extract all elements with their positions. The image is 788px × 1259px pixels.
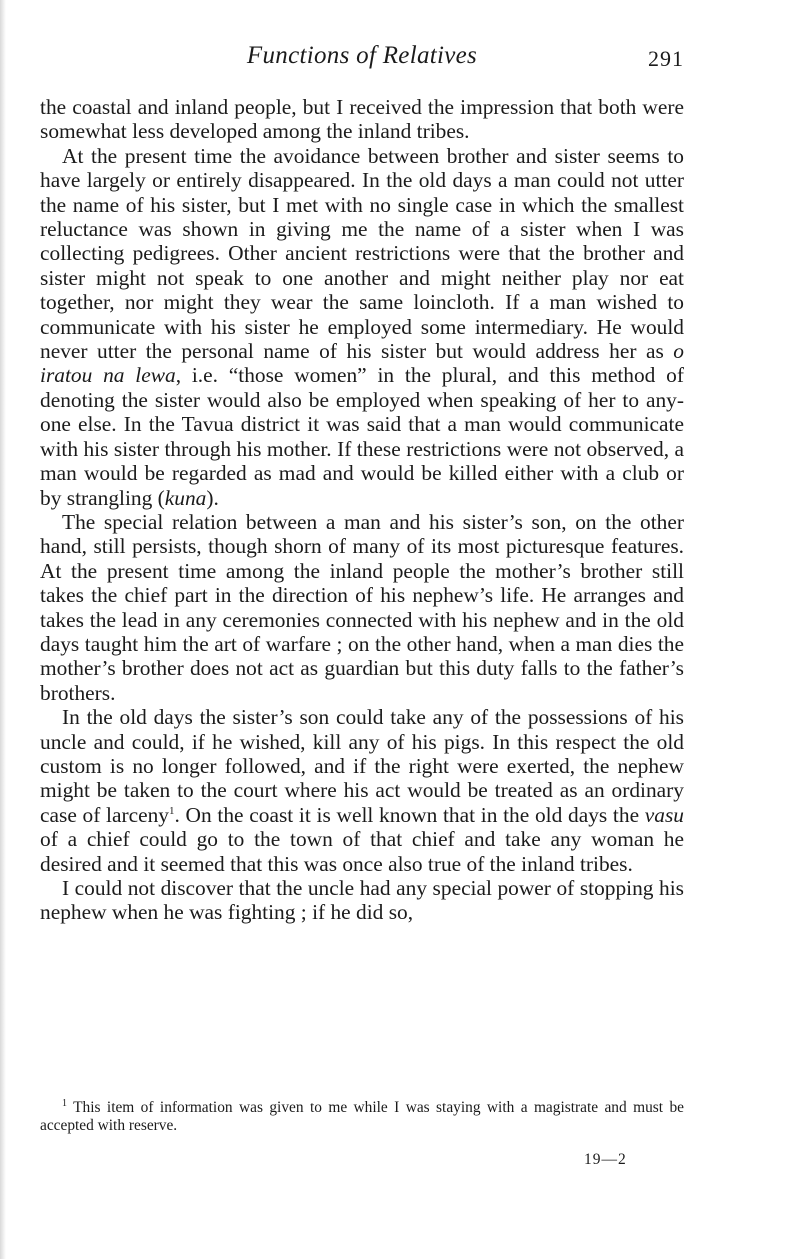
running-header [40,42,684,78]
paragraph-text: In the old days the sister’s son could take any of the possessions of his uncle and could, if he wished, kill any of his pigs. In this respect the old custom is no longer followed, and if the right were exerted, the nephew might be taken to the court where his act would be treated as an ordinary case of larceny [40,705,684,827]
paragraph-old-days [40,705,684,876]
paragraph-text: the coastal and inland people, but I received the impression that both were somewhat less developed among the inland tribes. [40,95,684,144]
fijian-term: kuna [164,485,207,510]
signature-mark: 19—2 [584,1151,627,1168]
paragraph-text: The special relation between a man and his sister’s son, on the other hand, still persists, though shorn of many of its most picturesque features. At the present time among the inland people the mother’s brother still takes the chief part in the direction of his nephew’s life. He arranges and takes the lead in any ceremonies connected with his nephew and in the old days taught him the art of warfare ; on the other hand, when a man dies the mother’s brother does not act as guardian but this duty falls to the father’s brothers. [40,509,684,705]
page-gutter-shadow [0,0,6,1259]
paragraph-text: ). [206,485,219,510]
paragraph-continuation [40,95,684,144]
paragraph-text: At the present time the avoidance between brother and sister seems to have largely or entirely disappeared. In the old days a man could not utter the name of his sister, but I met with no single case in which the smallest reluctance was shown in giving me the name of a sister when I was collecting pedigrees. Other ancient restrictions were that the brother and sister might not speak to one another and might neither play nor eat together, nor might they wear the same loincloth. If a man wished to communicate with his sister he employed some intermediary. He would never utter the personal name of his sister but would address her as [40,143,684,364]
fijian-term: o iratou na lewa [40,339,684,388]
footnote-text: This item of information was given to me while I was staying with a magistrate and must be accepted with reserve. [40,1099,684,1134]
running-title: Functions of Relatives [246,42,478,69]
fijian-term: vasu [644,802,684,827]
paragraph-text: , i.e. “those women” in the plural, and this method of denoting the sister would also be employed when speaking of her to any-one else. In the Tavua district it was said that a man would communicate with his sister through his mother. If these restrictions were not observed, a man would be regarded as mad and would be killed either with a club or by strangling ( [40,363,684,510]
footnote-marker: 1 [62,1097,67,1109]
footnote [40,1099,684,1135]
paragraph-text: I could not discover that the uncle had any special power of stopping his nephew when he was fighting ; if he did so, [40,876,684,925]
paragraph-text: . On the coast it is well known that in the old days the [174,802,645,827]
paragraph-sisters-son [40,510,684,705]
paragraph-avoidance [40,144,684,510]
paragraph-uncle [40,876,684,925]
paragraph-text: of a chief could go to the town of that chief and take any woman he desired and it seemed that this was once also true of the inland tribes. [40,827,684,876]
body-text [40,95,684,925]
page-number: 291 [648,46,684,71]
footnote-reference: 1 [169,804,175,817]
